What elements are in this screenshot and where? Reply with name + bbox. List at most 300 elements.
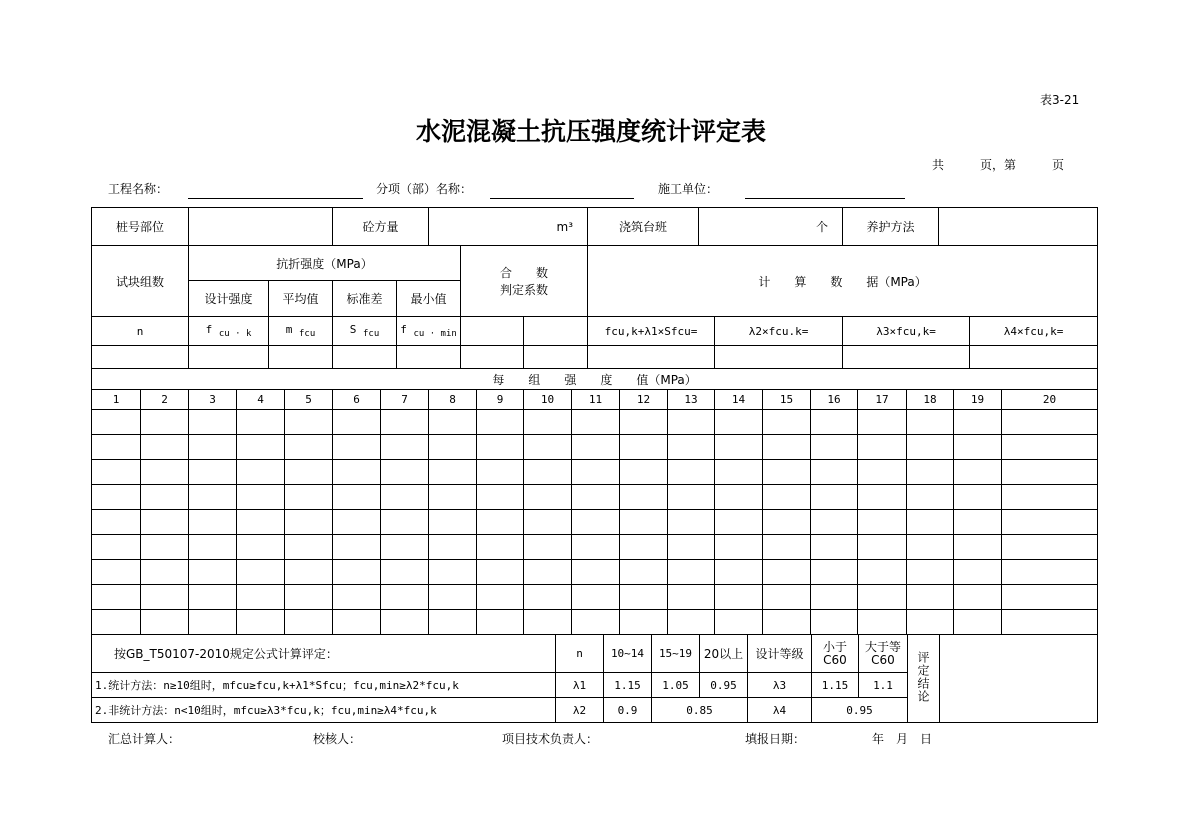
column-number: 12 (620, 390, 668, 410)
formula-4: λ4×fcu,k= (970, 317, 1098, 346)
strength-value-cell[interactable] (811, 560, 858, 585)
strength-value-cell[interactable] (572, 435, 620, 460)
lt-line1: 小于 (822, 639, 847, 654)
value-cell[interactable] (333, 346, 397, 369)
method-1: 1.统计方法：n≥10组时，mfcu≥fcu,k+λ1*Sfcu；fcu,min≥λ2*fcu,k (92, 673, 556, 698)
curing-value[interactable] (939, 208, 1098, 246)
group-values-table (91, 368, 1098, 635)
formula-3: λ3×fcu,k= (843, 317, 970, 346)
column-number: 15 (763, 390, 811, 410)
strength-value-cell[interactable] (572, 535, 620, 560)
column-number: 9 (477, 390, 524, 410)
table-row (92, 410, 1098, 435)
strength-value-cell[interactable] (620, 585, 668, 610)
ge-line2: C60 (871, 652, 895, 667)
strength-value-cell[interactable] (763, 435, 811, 460)
strength-value-cell[interactable] (381, 510, 429, 535)
strength-value-cell[interactable] (858, 435, 907, 460)
strength-value-cell[interactable] (620, 560, 668, 585)
fcuk-label (189, 317, 269, 346)
lambda4-value: 0.95 (812, 698, 908, 723)
strength-value-cell[interactable] (858, 485, 907, 510)
formula-1: fcu,k+λ1×Sfcu= (588, 317, 715, 346)
strength-value-cell[interactable] (858, 460, 907, 485)
strength-value-cell[interactable] (954, 585, 1002, 610)
strength-value-cell[interactable] (763, 460, 811, 485)
shift-label: 浇筑台班 (588, 208, 699, 246)
strength-value-cell[interactable] (141, 560, 189, 585)
strength-value-cell[interactable] (477, 610, 524, 635)
strength-value-cell[interactable] (572, 410, 620, 435)
strength-value-cell[interactable] (237, 585, 285, 610)
strength-value-cell[interactable] (189, 610, 237, 635)
strength-value-cell[interactable] (477, 435, 524, 460)
strength-value-cell[interactable] (954, 485, 1002, 510)
strength-value-cell[interactable] (620, 485, 668, 510)
strength-value-cell[interactable] (189, 435, 237, 460)
strength-value-cell[interactable] (92, 460, 141, 485)
strength-value-cell[interactable] (381, 435, 429, 460)
min-label: 最小值 (397, 281, 461, 317)
strength-value-cell[interactable] (333, 535, 381, 560)
coef-line2: 判定系数 (500, 283, 549, 297)
volume-label: 砼方量 (333, 208, 429, 246)
conclusion-value[interactable] (940, 635, 1098, 723)
column-number: 7 (381, 390, 429, 410)
subitem-field[interactable] (490, 184, 634, 199)
strength-value-cell[interactable] (954, 610, 1002, 635)
strength-value-cell[interactable] (92, 585, 141, 610)
strength-value-cell[interactable] (381, 460, 429, 485)
strength-value-cell[interactable] (429, 435, 477, 460)
column-number: 17 (858, 390, 907, 410)
mfcu-main: m (285, 322, 293, 336)
strength-value-cell[interactable] (858, 410, 907, 435)
column-number: 14 (715, 390, 763, 410)
column-number: 16 (811, 390, 858, 410)
strength-value-cell[interactable] (189, 535, 237, 560)
strength-value-cell[interactable] (811, 410, 858, 435)
table-row (92, 535, 1098, 560)
strength-value-cell[interactable] (620, 610, 668, 635)
strength-value-cell[interactable] (477, 410, 524, 435)
strength-value-cell[interactable] (189, 585, 237, 610)
strength-value-cell[interactable] (811, 485, 858, 510)
column-number: 4 (237, 390, 285, 410)
form-number: 表3-21 (1040, 93, 1080, 107)
calculator-label: 汇总计算人： (108, 732, 181, 746)
project-name-label: 工程名称： (108, 182, 169, 196)
contractor-label: 施工单位： (658, 182, 719, 196)
strength-value-cell[interactable] (668, 410, 715, 435)
strength-value-cell[interactable] (668, 435, 715, 460)
lambda1-value: 1.05 (652, 673, 700, 698)
strength-value-cell[interactable] (381, 610, 429, 635)
strength-value-cell[interactable] (858, 560, 907, 585)
column-number: 10 (524, 390, 572, 410)
strength-value-cell[interactable] (668, 610, 715, 635)
strength-value-cell[interactable] (1002, 435, 1098, 460)
strength-label: 抗折强度（MPa） (189, 246, 461, 281)
date-ymd: 年 月 日 (872, 732, 933, 746)
strength-value-cell[interactable] (285, 485, 333, 510)
strength-value-cell[interactable] (1002, 460, 1098, 485)
pile-label: 桩号部位 (92, 208, 189, 246)
strength-value-cell[interactable] (285, 410, 333, 435)
strength-value-cell[interactable] (477, 585, 524, 610)
table-row (92, 485, 1098, 510)
strength-value-cell[interactable] (1002, 535, 1098, 560)
strength-value-cell[interactable] (285, 510, 333, 535)
strength-value-cell[interactable] (811, 535, 858, 560)
table-row (92, 585, 1098, 610)
strength-value-cell[interactable] (429, 610, 477, 635)
formula-2: λ2×fcu.k= (715, 317, 843, 346)
fmin-label (397, 317, 461, 346)
grade-header: 设计等级 (748, 635, 812, 673)
lt-c60 (812, 635, 859, 673)
column-number: 2 (141, 390, 189, 410)
lambda2: λ2 (556, 698, 604, 723)
strength-value-cell[interactable] (715, 585, 763, 610)
strength-value-cell[interactable] (92, 510, 141, 535)
column-number: 20 (1002, 390, 1098, 410)
strength-value-cell[interactable] (715, 535, 763, 560)
strength-value-cell[interactable] (715, 610, 763, 635)
strength-value-cell[interactable] (524, 485, 572, 510)
strength-value-cell[interactable] (572, 510, 620, 535)
project-name-field[interactable] (188, 184, 363, 199)
mfcu-sub: fcu (298, 329, 316, 340)
strength-value-cell[interactable] (858, 535, 907, 560)
column-number: 19 (954, 390, 1002, 410)
strength-value-cell[interactable] (429, 535, 477, 560)
coef-line1: 合 数 (500, 266, 549, 280)
value-cell[interactable] (461, 346, 524, 369)
mean-label: 平均值 (269, 281, 333, 317)
strength-value-cell[interactable] (285, 560, 333, 585)
strength-value-cell[interactable] (907, 435, 954, 460)
column-number: 8 (429, 390, 477, 410)
strength-value-cell[interactable] (429, 510, 477, 535)
coef-cell[interactable] (524, 317, 588, 346)
strength-value-cell[interactable] (429, 485, 477, 510)
fmin-main: f (400, 322, 407, 336)
value-cell[interactable] (715, 346, 843, 369)
strength-value-cell[interactable] (189, 510, 237, 535)
strength-value-cell[interactable] (858, 510, 907, 535)
strength-value-cell[interactable] (189, 460, 237, 485)
strength-value-cell[interactable] (333, 610, 381, 635)
strength-value-cell[interactable] (524, 410, 572, 435)
strength-value-cell[interactable] (1002, 610, 1098, 635)
strength-value-cell[interactable] (1002, 585, 1098, 610)
strength-value-cell[interactable] (811, 585, 858, 610)
strength-value-cell[interactable] (285, 585, 333, 610)
strength-value-cell[interactable] (524, 510, 572, 535)
strength-value-cell[interactable] (333, 485, 381, 510)
strength-value-cell[interactable] (907, 610, 954, 635)
lambda3: λ3 (748, 673, 812, 698)
strength-value-cell[interactable] (237, 560, 285, 585)
strength-value-cell[interactable] (907, 535, 954, 560)
page-info: 共 页，第 页 (932, 158, 1065, 172)
strength-value-cell[interactable] (237, 410, 285, 435)
strength-value-cell[interactable] (1002, 510, 1098, 535)
strength-value-cell[interactable] (524, 610, 572, 635)
strength-value-cell[interactable] (237, 460, 285, 485)
strength-value-cell[interactable] (477, 510, 524, 535)
strength-value-cell[interactable] (429, 460, 477, 485)
strength-value-cell[interactable] (524, 585, 572, 610)
column-number: 5 (285, 390, 333, 410)
strength-value-cell[interactable] (715, 410, 763, 435)
strength-value-cell[interactable] (92, 560, 141, 585)
calc-label: 计 算 数 据（MPa） (588, 246, 1098, 317)
strength-value-cell[interactable] (668, 560, 715, 585)
stats-table (91, 207, 1098, 369)
strength-value-cell[interactable] (1002, 560, 1098, 585)
column-number: 18 (907, 390, 954, 410)
evaluation-table (91, 634, 1098, 723)
strength-value-cell[interactable] (572, 610, 620, 635)
strength-value-cell[interactable] (333, 435, 381, 460)
table-row (92, 460, 1098, 485)
strength-value-cell[interactable] (715, 560, 763, 585)
basis-text: 按GB_T50107-2010规定公式计算评定： (92, 635, 556, 673)
range-20-plus: 20以上 (700, 635, 748, 673)
strength-value-cell[interactable] (477, 460, 524, 485)
strength-value-cell[interactable] (237, 435, 285, 460)
strength-value-cell[interactable] (524, 460, 572, 485)
strength-value-cell[interactable] (763, 585, 811, 610)
value-cell[interactable] (269, 346, 333, 369)
strength-value-cell[interactable] (333, 585, 381, 610)
conclusion-label (908, 635, 940, 723)
strength-value-cell[interactable] (141, 410, 189, 435)
strength-value-cell[interactable] (92, 535, 141, 560)
coef-label (461, 246, 588, 317)
strength-value-cell[interactable] (715, 485, 763, 510)
ge-line1: 大于等 (864, 639, 901, 654)
strength-value-cell[interactable] (429, 410, 477, 435)
strength-value-cell[interactable] (668, 585, 715, 610)
tech-lead-label: 项目技术负责人： (502, 732, 599, 746)
column-number: 3 (189, 390, 237, 410)
column-number: 11 (572, 390, 620, 410)
strength-value-cell[interactable] (237, 610, 285, 635)
subitem-label: 分项（部）名称： (376, 182, 473, 196)
strength-value-cell[interactable] (620, 510, 668, 535)
strength-value-cell[interactable] (237, 510, 285, 535)
fcuk-sub: cu · k (218, 329, 252, 340)
value-cell[interactable] (189, 346, 269, 369)
lambda1: λ1 (556, 673, 604, 698)
mfcu-label (269, 317, 333, 346)
n-label: n (92, 317, 189, 346)
strength-value-cell[interactable] (285, 460, 333, 485)
strength-value-cell[interactable] (1002, 410, 1098, 435)
strength-value-cell[interactable] (333, 460, 381, 485)
strength-value-cell[interactable] (141, 485, 189, 510)
lambda4: λ4 (748, 698, 812, 723)
strength-value-cell[interactable] (429, 560, 477, 585)
strength-value-cell[interactable] (189, 485, 237, 510)
groups-label: 试块组数 (92, 246, 189, 317)
strength-value-cell[interactable] (907, 410, 954, 435)
strength-value-cell[interactable] (811, 435, 858, 460)
curing-label: 养护方法 (843, 208, 939, 246)
strength-value-cell[interactable] (907, 460, 954, 485)
strength-value-cell[interactable] (237, 535, 285, 560)
strength-value-cell[interactable] (763, 485, 811, 510)
strength-value-cell[interactable] (763, 560, 811, 585)
strength-value-cell[interactable] (907, 560, 954, 585)
strength-value-cell[interactable] (811, 610, 858, 635)
range-10-14: 10~14 (604, 635, 652, 673)
value-cell[interactable] (588, 346, 715, 369)
strength-value-cell[interactable] (285, 435, 333, 460)
volume-unit[interactable]: m³ (429, 208, 588, 246)
sfcu-main: S (349, 322, 357, 336)
strength-value-cell[interactable] (381, 410, 429, 435)
strength-value-cell[interactable] (572, 460, 620, 485)
strength-value-cell[interactable] (668, 485, 715, 510)
strength-value-cell[interactable] (572, 585, 620, 610)
strength-value-cell[interactable] (954, 560, 1002, 585)
strength-value-cell[interactable] (429, 585, 477, 610)
strength-value-cell[interactable] (907, 485, 954, 510)
strength-value-cell[interactable] (620, 460, 668, 485)
strength-value-cell[interactable] (381, 560, 429, 585)
n-header: n (556, 635, 604, 673)
strength-value-cell[interactable] (189, 560, 237, 585)
strength-value-cell[interactable] (381, 535, 429, 560)
strength-value-cell[interactable] (189, 410, 237, 435)
strength-value-cell[interactable] (763, 410, 811, 435)
column-number: 6 (333, 390, 381, 410)
lambda1-value: 1.15 (604, 673, 652, 698)
std-label: 标准差 (333, 281, 397, 317)
strength-value-cell[interactable] (92, 435, 141, 460)
strength-value-cell[interactable] (477, 535, 524, 560)
strength-value-cell[interactable] (524, 435, 572, 460)
strength-value-cell[interactable] (92, 485, 141, 510)
lambda2-value: 0.9 (604, 698, 652, 723)
strength-value-cell[interactable] (477, 560, 524, 585)
strength-value-cell[interactable] (715, 435, 763, 460)
value-cell[interactable] (92, 346, 189, 369)
coef-cell[interactable] (461, 317, 524, 346)
strength-value-cell[interactable] (763, 510, 811, 535)
lambda1-value: 0.95 (700, 673, 748, 698)
method-2: 2.非统计方法：n<10组时，mfcu≥λ3*fcu,k；fcu,min≥λ4*fcu,k (92, 698, 556, 723)
strength-value-cell[interactable] (333, 560, 381, 585)
strength-value-cell[interactable] (477, 485, 524, 510)
table-row (92, 560, 1098, 585)
strength-value-cell[interactable] (141, 460, 189, 485)
strength-value-cell[interactable] (381, 585, 429, 610)
strength-value-cell[interactable] (620, 435, 668, 460)
contractor-field[interactable] (745, 184, 905, 199)
lambda3-value: 1.15 (812, 673, 859, 698)
strength-value-cell[interactable] (572, 560, 620, 585)
strength-value-cell[interactable] (333, 510, 381, 535)
page-title: 水泥混凝土抗压强度统计评定表 (415, 117, 766, 146)
lambda3-value: 1.1 (859, 673, 908, 698)
table-row (92, 610, 1098, 635)
value-cell[interactable] (970, 346, 1098, 369)
strength-value-cell[interactable] (620, 410, 668, 435)
ge-c60 (859, 635, 908, 673)
shift-unit[interactable]: 个 (699, 208, 843, 246)
group-values-title: 每 组 强 度 值（MPa） (92, 369, 1098, 390)
report-date-label: 填报日期： (745, 732, 806, 746)
strength-value-cell[interactable] (668, 460, 715, 485)
strength-value-cell[interactable] (92, 610, 141, 635)
strength-value-cell[interactable] (811, 510, 858, 535)
strength-value-cell[interactable] (763, 610, 811, 635)
design-label: 设计强度 (189, 281, 269, 317)
strength-value-cell[interactable] (285, 535, 333, 560)
strength-value-cell[interactable] (954, 435, 1002, 460)
strength-value-cell[interactable] (141, 535, 189, 560)
strength-value-cell[interactable] (141, 585, 189, 610)
strength-value-cell[interactable] (715, 460, 763, 485)
table-row (92, 435, 1098, 460)
strength-value-cell[interactable] (141, 610, 189, 635)
strength-value-cell[interactable] (237, 485, 285, 510)
strength-value-cell[interactable] (381, 485, 429, 510)
strength-value-cell[interactable] (141, 510, 189, 535)
conclusion-text: 评定结论 (916, 651, 930, 703)
strength-value-cell[interactable] (907, 585, 954, 610)
column-number: 1 (92, 390, 141, 410)
fmin-sub: cu · min (413, 329, 457, 340)
strength-value-cell[interactable] (763, 535, 811, 560)
value-cell[interactable] (397, 346, 461, 369)
column-number: 13 (668, 390, 715, 410)
strength-value-cell[interactable] (858, 585, 907, 610)
lt-line2: C60 (823, 652, 847, 667)
range-15-19: 15~19 (652, 635, 700, 673)
strength-value-cell[interactable] (907, 510, 954, 535)
value-cell[interactable] (843, 346, 970, 369)
strength-value-cell[interactable] (285, 610, 333, 635)
strength-value-cell[interactable] (141, 435, 189, 460)
strength-value-cell[interactable] (333, 410, 381, 435)
strength-value-cell[interactable] (524, 560, 572, 585)
strength-value-cell[interactable] (954, 460, 1002, 485)
checker-label: 校核人： (313, 732, 362, 746)
strength-value-cell[interactable] (954, 535, 1002, 560)
strength-value-cell[interactable] (715, 510, 763, 535)
strength-value-cell[interactable] (620, 535, 668, 560)
strength-value-cell[interactable] (668, 510, 715, 535)
strength-value-cell[interactable] (954, 510, 1002, 535)
strength-value-cell[interactable] (954, 410, 1002, 435)
strength-value-cell[interactable] (668, 535, 715, 560)
strength-value-cell[interactable] (1002, 485, 1098, 510)
strength-value-cell[interactable] (92, 410, 141, 435)
value-cell[interactable] (524, 346, 588, 369)
strength-value-cell[interactable] (572, 485, 620, 510)
table-row (92, 510, 1098, 535)
strength-value-cell[interactable] (858, 610, 907, 635)
strength-value-cell[interactable] (524, 535, 572, 560)
pile-value[interactable] (189, 208, 333, 246)
strength-value-cell[interactable] (811, 460, 858, 485)
